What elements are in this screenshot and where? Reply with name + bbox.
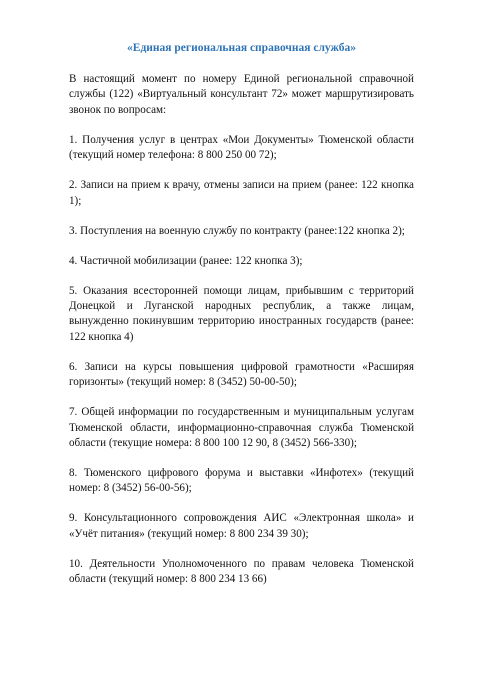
list-item-3: 3. Поступления на военную службу по контракту (ранее:122 кнопка 2);: [69, 224, 405, 237]
intro-paragraph: В настоящий момент по номеру Единой региональной справочной службы (122) «Виртуальный консультант 72» может маршрутизировать звонок по вопросам:: [69, 73, 414, 116]
list-item-5: 5. Оказания всесторонней помощи лицам, прибывшим с территорий Донецкой и Луганской народных республик, а также лицам, вынужденно покинувшим территорию иностранных государств (ранее: 122 кнопка 4): [69, 284, 414, 343]
list-item-8: 8. Тюменского цифрового форума и выставки «Инфотех» (текущий номер: 8 (3452) 56-00-56);: [69, 467, 414, 495]
document-title: «Единая региональная справочная служба»: [127, 42, 356, 54]
list-item-7: 7. Общей информации по государственным и муниципальным услугам Тюменской области, информационно-справочная служба Тюменской области (текущие номера: 8 800 100 12 90, 8 (3452) 566-330);: [69, 406, 414, 450]
list-item-2: 2. Записи на прием к врачу, отмены записи на прием (ранее: 122 кнопка 1);: [69, 179, 414, 207]
list-item-4: 4. Частичной мобилизации (ранее: 122 кнопка 3);: [69, 254, 303, 267]
list-item-9: 9. Консультационного сопровождения АИС «Электронная школа» и «Учёт питания» (текущий номер: 8 800 234 39 30);: [69, 512, 414, 540]
list-item-1: 1. Получения услуг в центрах «Мои Документы» Тюменской области (текущий номер телефона: 8 800 250 00 72);: [69, 133, 414, 162]
list-item-10: 10. Деятельности Уполномоченного по правам человека Тюменской области (текущий номер: 8 800 234 13 66): [69, 557, 414, 586]
list-item-6: 6. Записи на курсы повышения цифровой грамотности «Расширяя горизонты» (текущий номер: 8 (3452) 50-00-50);: [69, 360, 414, 389]
